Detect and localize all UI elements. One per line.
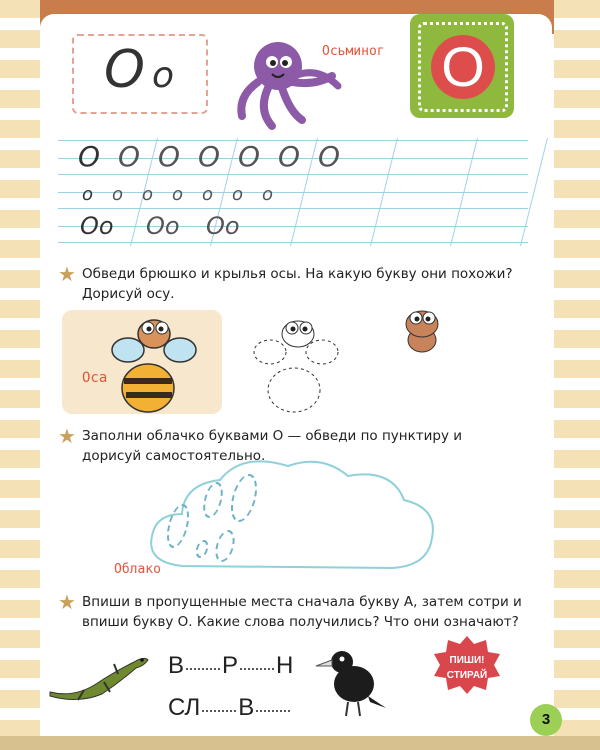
big-letter: О	[431, 35, 495, 99]
trace-pair[interactable]: Oo	[146, 212, 180, 240]
left-stripes	[0, 0, 40, 750]
trace-letter[interactable]: O	[118, 140, 141, 173]
rule-line	[58, 226, 528, 227]
trace-letter[interactable]: O	[158, 140, 181, 173]
trace-letter[interactable]: o	[232, 184, 244, 205]
trace-pair[interactable]: Oo	[206, 212, 240, 240]
trace-letter[interactable]: o	[112, 184, 124, 205]
trace-letter[interactable]: O	[278, 140, 301, 173]
word1-letter: Н	[276, 652, 294, 679]
rule-line	[58, 174, 528, 175]
blank-slot[interactable]	[186, 668, 220, 670]
trace-letter[interactable]: O	[78, 140, 101, 173]
task-star-icon: ★	[58, 424, 76, 448]
cloud-label: Облако	[114, 562, 161, 577]
task3-text: Впиши в пропущенные места сначала букву А, затем сотри и впиши букву О. Какие слова получились? Что они означают?	[82, 594, 522, 630]
rule-line	[58, 208, 528, 209]
trace-letter[interactable]: o	[262, 184, 274, 205]
task1-text: Обведи брюшко и крылья осы. На какую букву они похожи? Дорисуй осу.	[82, 266, 513, 302]
rule-line	[58, 192, 528, 193]
trace-letter[interactable]: O	[238, 140, 261, 173]
blank-slot[interactable]	[256, 710, 290, 712]
word-puzzle-1	[168, 652, 318, 680]
word1-letter: В	[168, 652, 185, 679]
letter-lower: о	[152, 55, 175, 96]
trace-letter[interactable]: o	[82, 184, 94, 205]
word1-letter: Р	[222, 652, 239, 679]
badge-line1: ПИШИ!	[449, 655, 485, 666]
wasp-outline-illustration	[248, 314, 344, 414]
trace-letter[interactable]: o	[202, 184, 214, 205]
lizard-illustration	[44, 648, 152, 702]
bottom-band	[0, 736, 600, 750]
badge-line2: СТИРАЙ	[446, 670, 488, 681]
trace-letter[interactable]: o	[142, 184, 154, 205]
trace-letter[interactable]: o	[172, 184, 184, 205]
task-star-icon: ★	[58, 590, 76, 614]
trace-pair[interactable]: Oo	[80, 212, 114, 240]
word-puzzle-2	[168, 694, 318, 722]
crow-illustration	[312, 646, 392, 718]
letter-specimen-box	[72, 34, 208, 114]
letter-upper: О	[104, 40, 145, 100]
wasp-illustration	[108, 312, 200, 414]
big-letter-frame	[418, 22, 508, 112]
trace-letter[interactable]: O	[198, 140, 221, 173]
blank-slot[interactable]	[240, 668, 274, 670]
word2-letter: В	[238, 694, 255, 721]
write-erase-badge	[432, 636, 502, 694]
rule-line	[58, 242, 528, 243]
octopus-word: Осьминог	[322, 44, 385, 59]
word2-letter: СЛ	[168, 694, 201, 721]
wasp-label: Оса	[82, 370, 108, 386]
blank-slot[interactable]	[202, 710, 236, 712]
task-star-icon: ★	[58, 262, 76, 286]
page-number: 3	[530, 704, 562, 736]
task2-text: Заполни облачко буквами О — обведи по пунктиру и дорисуй самостоятельно.	[82, 428, 463, 464]
wasp-head-illustration	[398, 304, 446, 358]
big-letter-badge	[410, 14, 514, 118]
right-stripes	[554, 0, 600, 750]
trace-letter[interactable]: O	[318, 140, 341, 173]
